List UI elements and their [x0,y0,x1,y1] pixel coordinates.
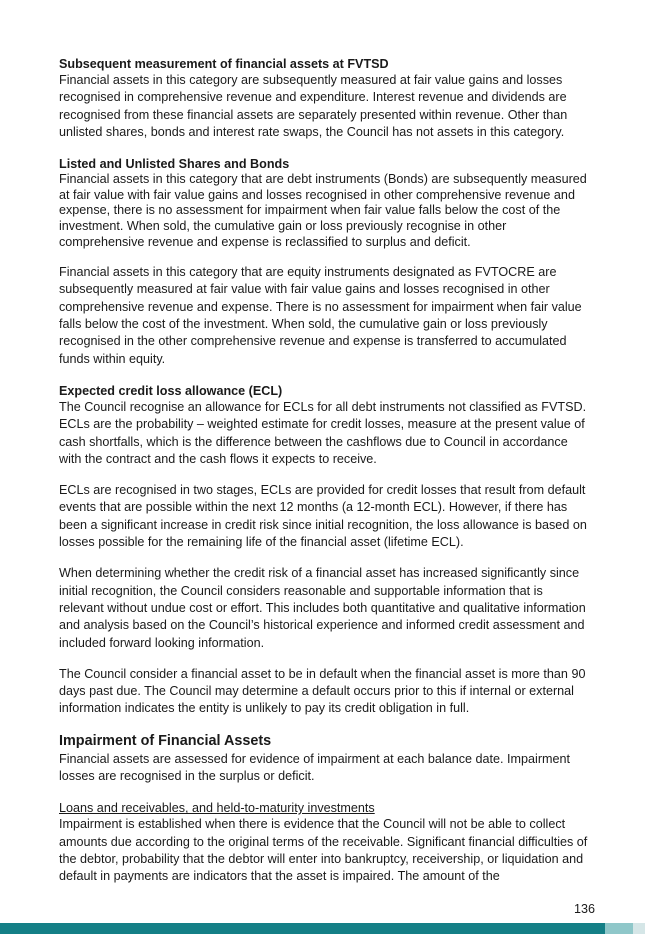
page-number: 136 [573,902,595,916]
ecl-paragraph-4: The Council consider a financial asset to be in default when the financial asset is more than 90 days past due. The Council may determine a default occurs prior to this if internal or external information indicates the entity is unlikely to pay its credit obligation in full. [59,666,586,716]
document-page [59,56,591,885]
shares-bonds-paragraph-2: Financial assets in this category that are equity instruments designated as FVTOCRE are subsequently measured at fair value with fair value gains and losses recognised in other comprehensive revenue and expense. There is no assessment for impairment when fair value falls below the cost of the investment. When sold, the cumulative gain or loss previously recognised in the other comprehensive revenue and expense is transferred to accumulated funds within equity. [59,265,582,366]
shares-bonds-heading: Listed and Unlisted Shares and Bonds [59,157,290,172]
impairment-section-title: Impairment of Financial Assets [59,732,272,749]
ecl-heading: Expected credit loss allowance (ECL) [59,383,283,398]
loans-receivables-paragraph: Impairment is established when there is evidence that the Council will not be able to collect amounts due according to the original terms of the receivable. Significant financial difficulties of the debtor, probability that the debtor will enter into bankruptcy, receivership, or liquidation and default in payments are indicators that the asset is impaired. The amount of the [59,817,588,884]
ecl-paragraph-2: ECLs are recognised in two stages, ECLs are provided for credit losses that result from default events that are possible within the next 12 months (a 12-month ECL). However, if there has been a significant increase in credit risk since initial recognition, the loss allowance is based on losses possible for the remaining life of the financial asset (lifetime ECL). [59,483,587,550]
ecl-paragraph-1: The Council recognise an allowance for ECLs for all debt instruments not classified as FVTSD. ECLs are the probability – weighted estimate for credit losses, measure at the present value of cash shortfalls, which is the difference between the cashflows due to Council in accordance with the contract and the cash flows it expects to receive. [59,399,587,466]
shares-bonds-paragraph-1: Financial assets in this category that are debt instruments (Bonds) are subsequently measured at fair value with fair value gains and losses recognised in other comprehensive revenue and expense, there is no assessment for impairment when fair value falls below the cost of the investment. When sold, the cumulative gain or loss previously recognise in other comprehensive revenue and expense is reclassified to surplus and deficit. [59,172,587,249]
fvtsd-heading: Subsequent measurement of financial assets at FVTSD [59,57,389,71]
footer-color-bar [0,923,645,934]
fvtsd-paragraph: Financial assets in this category are subsequently measured at fair value gains and losses recognised in comprehensive revenue and expenditure. Interest revenue and dividends are recognised from these financial assets are separately presented within revenue. Other than unlisted shares, bonds and interest rate swaps, the Council has not assets in this category. [59,73,568,139]
footer-bar-mid-segment [605,923,633,934]
footer-bar-end-segment [633,923,645,934]
footer-bar-main-segment [0,923,605,934]
loans-receivables-heading: Loans and receivables, and held-to-maturity investments [59,801,375,816]
ecl-paragraph-3: When determining whether the credit risk of a financial asset has increased significantly since initial recognition, the Council considers reasonable and supportable information that is relevant without undue cost or effort. This includes both quantitative and qualitative information and analysis based on the Council’s historical experience and informed credit assessment and included forward looking information. [59,566,586,650]
impairment-paragraph: Financial assets are assessed for evidence of impairment at each balance date. Impairment losses are recognised in the surplus or deficit. [59,751,571,783]
